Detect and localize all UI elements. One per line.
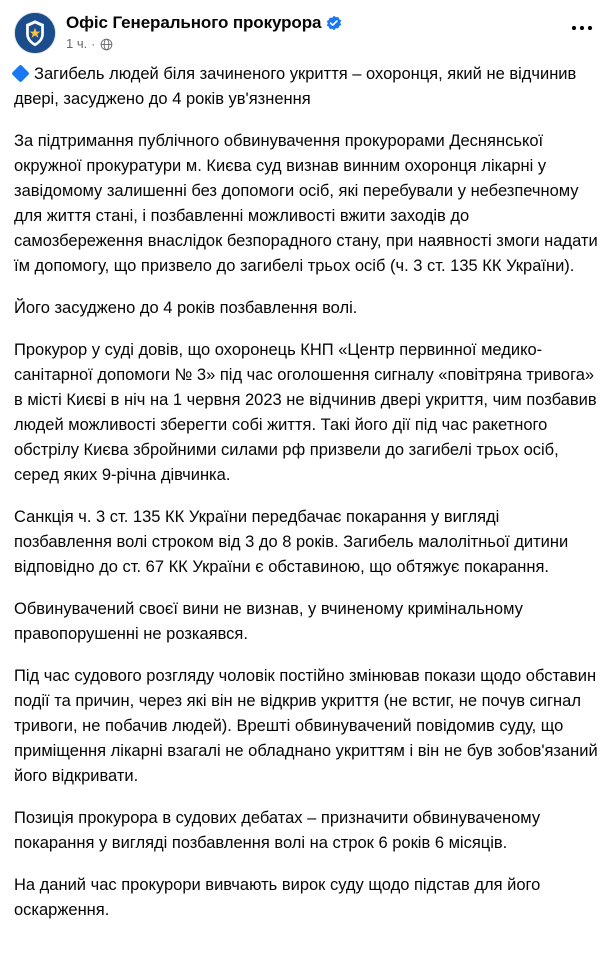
post-timestamp[interactable]: 1 ч. <box>66 36 88 51</box>
post-paragraph: Санкція ч. 3 ст. 135 КК України передбачає покарання у вигляді позбавлення волі строком від 3 до 8 років. Загибель малолітньої дитини відповідно до ст. 67 КК України є обставиною, що обтяжує покарання. <box>14 508 569 576</box>
post-text-body <box>14 62 601 933</box>
page-name-row <box>66 13 601 33</box>
post-options-menu-button[interactable] <box>565 16 599 40</box>
blue-diamond-icon <box>11 64 29 82</box>
post-paragraph: Позиція прокурора в судових дебатах – призначити обвинуваченому покарання у вигляді позбавлення волі на строк 6 років 6 місяців. <box>14 809 541 852</box>
post-paragraph: На даний час прокурори вивчають вирок суду щодо підстав для його оскарження. <box>14 876 541 919</box>
post-headline-text: Загибель людей біля зачиненого укриття – охоронця, який не відчинив двері, засуджено до 4 років ув'язнення <box>14 65 577 108</box>
post-paragraph: За підтримання публічного обвинувачення прокурорами Деснянської окружної прокуратури м. Києва суд визнав винним охоронця лікарні у завідомому залишенні без допомоги осіб, які перебували у небезпечному для життя стані, і позбавленні можливості вжити заходів до самозбереження внаслідок безпорадного стану, при наявності змоги надати їм допомогу, що призвело до загибелі трьох осіб (ч. 3 ст. 135 КК України). <box>14 132 598 275</box>
verified-badge-icon <box>326 15 342 31</box>
post-paragraph: Обвинувачений своєї вини не визнав, у вчиненому кримінальному правопорушенні не розкаявся. <box>14 600 523 643</box>
post-header <box>14 10 601 62</box>
post-paragraph: Прокурор у суді довів, що охоронець КНП «Центр первинної медико-санітарної допомоги № 3» під час оголошення сигналу «повітряна тривога» в місті Києві в ніч на 1 червня 2023 не відчинив двері укриття, чим позбавив людей можливості зберегти собі життя. Такі його дії під час ракетного обстрілу Києва збройними силами рф призвели до загибелі трьох осіб, серед яких 9-річна дівчинка. <box>14 341 597 484</box>
globe-icon[interactable] <box>100 38 113 51</box>
avatar[interactable] <box>14 12 56 54</box>
meta-separator: · <box>91 37 96 51</box>
post-paragraph: Під час судового розгляду чоловік постійно змінював покази щодо обставин події та причин, через які він не відкрив укриття (не встиг, не почув сигнал тривоги, не побачив людей). Врешті обвинувачений повідомив суду, що приміщення лікарні взагалі не обладнано укриттям і він не був зобов'язаний його відкривати. <box>14 667 598 785</box>
page-name[interactable]: Офіс Генерального прокурора <box>66 13 322 32</box>
post-paragraph: Його засуджено до 4 років позбавлення волі. <box>14 299 358 317</box>
post-meta <box>66 36 601 52</box>
post-paragraph-headline <box>14 62 601 112</box>
post-header-text <box>66 12 601 52</box>
